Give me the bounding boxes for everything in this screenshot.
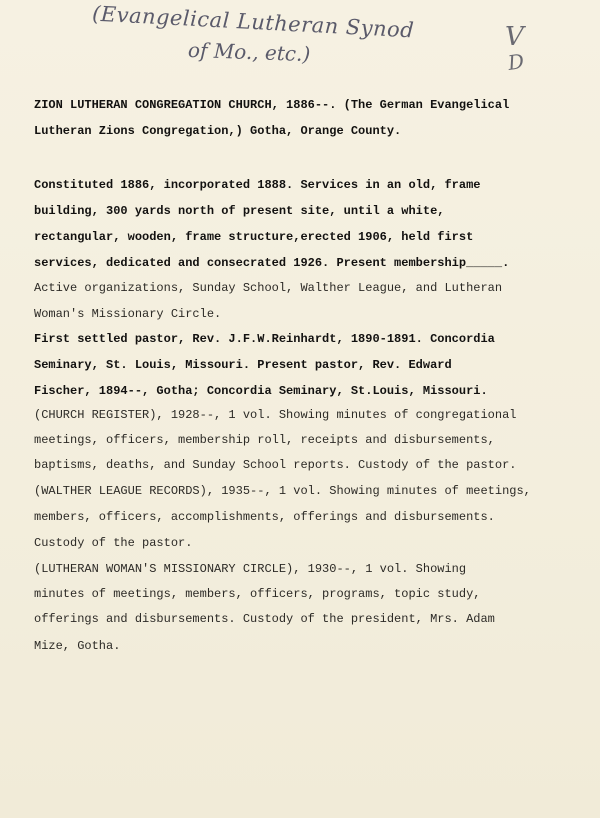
body-line: building, 300 yards north of present site, until a white, xyxy=(34,204,445,218)
body-line: baptisms, deaths, and Sunday School reports. Custody of the pastor. xyxy=(34,458,517,472)
body-line: (CHURCH REGISTER), 1928--, 1 vol. Showing minutes of congregational xyxy=(34,408,517,422)
handwritten-note-line-2: of Mo., etc.) xyxy=(187,37,311,67)
body-line: First settled pastor, Rev. J.F.W.Reinhardt, 1890-1891. Concordia xyxy=(34,332,495,346)
handwritten-initial-mark: D xyxy=(506,49,526,75)
handwritten-note-line-1: (Evangelical Lutheran Synod xyxy=(91,1,415,43)
body-line: Seminary, St. Louis, Missouri. Present pastor, Rev. Edward xyxy=(34,358,452,372)
body-line: offerings and disbursements. Custody of the president, Mrs. Adam xyxy=(34,612,495,626)
body-line: rectangular, wooden, frame structure,erected 1906, held first xyxy=(34,230,474,244)
body-line: Active organizations, Sunday School, Walther League, and Lutheran xyxy=(34,281,503,295)
body-line: Mize, Gotha. xyxy=(34,639,121,653)
body-line: Woman's Missionary Circle. xyxy=(34,307,222,321)
body-line: Custody of the pastor. xyxy=(34,536,193,550)
body-line: (LUTHERAN WOMAN'S MISSIONARY CIRCLE), 1930--, 1 vol. Showing xyxy=(34,562,467,576)
body-line: (WALTHER LEAGUE RECORDS), 1935--, 1 vol. Showing minutes of meetings, xyxy=(34,484,531,498)
body-line: meetings, officers, membership roll, receipts and disbursements, xyxy=(34,433,495,447)
body-line: services, dedicated and consecrated 1926. Present membership_____. xyxy=(34,256,510,270)
body-line: minutes of meetings, members, officers, programs, topic study, xyxy=(34,587,481,601)
body-line: Fischer, 1894--, Gotha; Concordia Seminary, St.Louis, Missouri. xyxy=(34,384,488,398)
handwritten-check-mark: V xyxy=(505,22,524,52)
heading-line-1: ZION LUTHERAN CONGREGATION CHURCH, 1886--. (The German Evangelical xyxy=(34,98,510,112)
heading-line-2: Lutheran Zions Congregation,) Gotha, Orange County. xyxy=(34,124,402,138)
body-line: Constituted 1886, incorporated 1888. Services in an old, frame xyxy=(34,178,481,192)
body-line: members, officers, accomplishments, offerings and disbursements. xyxy=(34,510,495,524)
